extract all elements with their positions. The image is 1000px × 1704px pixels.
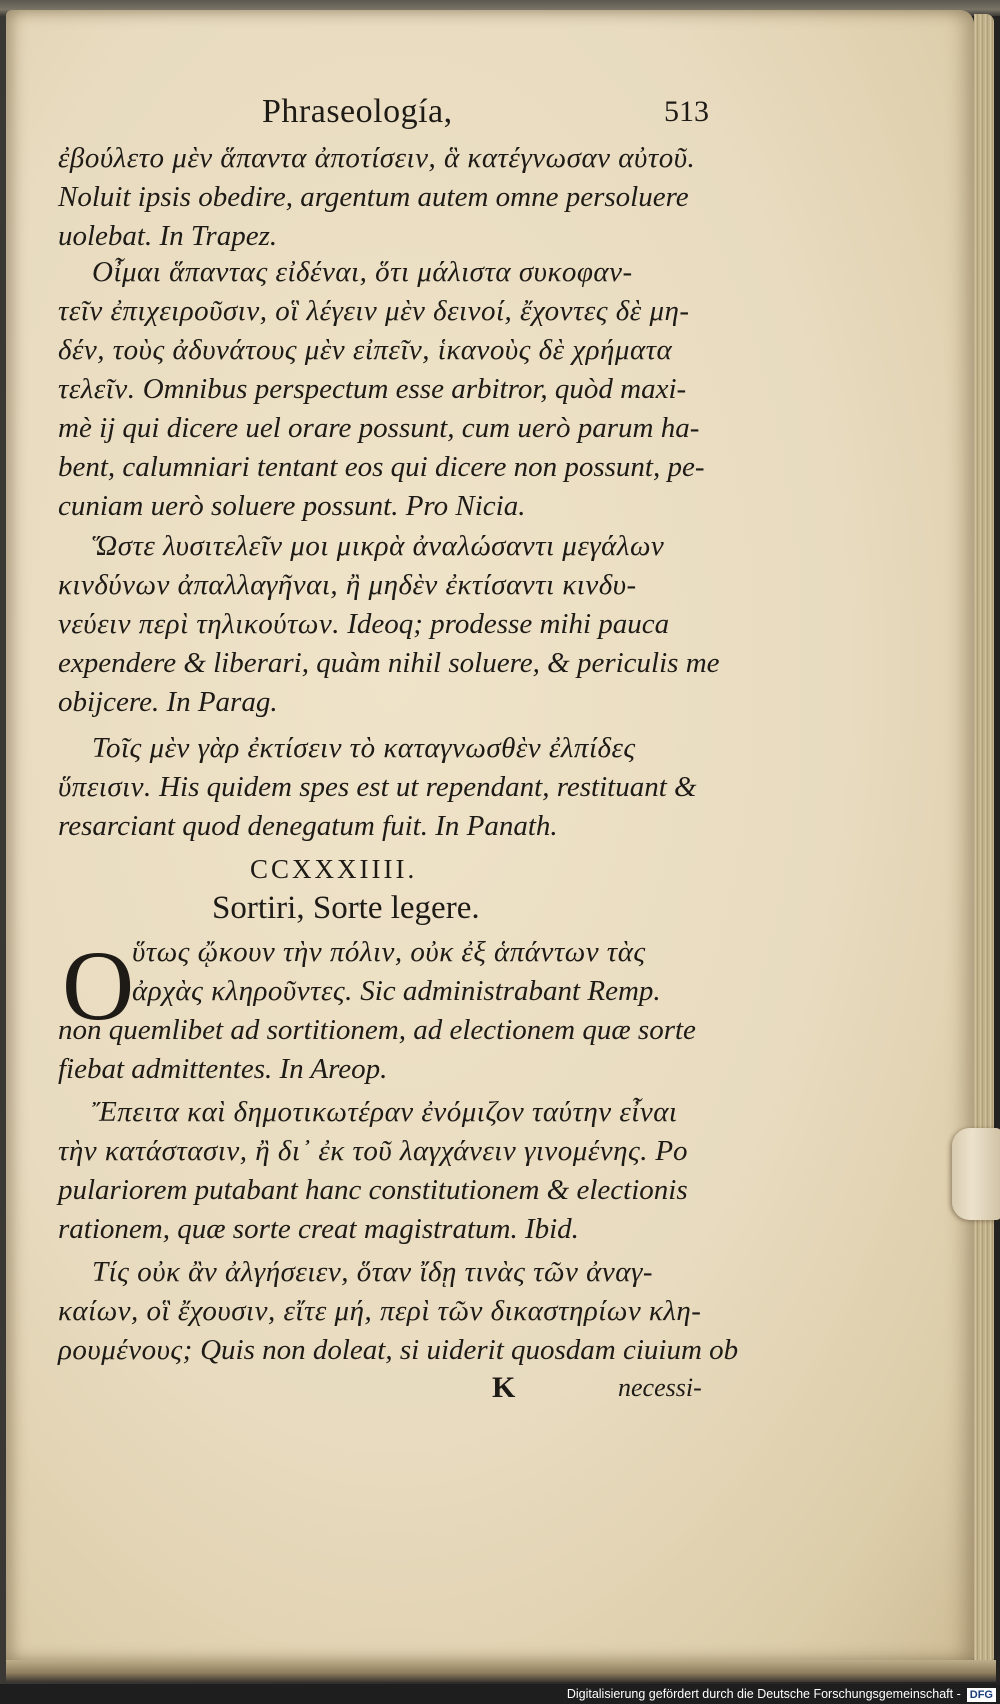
text-line [58,1332,738,1368]
bookmark-tab [952,1128,1000,1220]
footer-text: Digitalisierung gefördert durch die Deutsche Forschungsgemeinschaft - [566,1687,961,1701]
latin-text-line: obijcere. In Parag. [58,686,278,718]
text-line [58,371,686,407]
greek-text-line: Ἔπειτα καὶ δημοτικωτέραν ἐνόμιζον ταύτην εἶναι [92,1096,678,1128]
latin-text: Ideoq; prodesse mihi pauca [340,608,670,640]
greek-text-line: καίων, οἳ ἔχουσιν, εἴτε μή, περὶ τῶν δικαστηρίων κλη- [58,1295,702,1327]
dfg-logo: DFG [967,1688,996,1702]
latin-text: Omnibus perspectum esse arbitror, quòd maxi- [135,373,687,405]
greek-text-line: δέν, τοὺς ἀδυνάτους μὲν εἰπεῖν, ἱκανοὺς δὲ χρήματα [58,334,673,366]
latin-text-line: fiebat admittentes. In Areop. [58,1053,388,1085]
latin-text-line: resarciant quod denegatum fuit. In Panath. [58,810,558,842]
section-number: CCXXXIIII. [250,854,418,884]
latin-text-line: mè ij qui dicere uel orare possunt, cum uerò parum ha- [58,412,700,444]
latin-text-line: expendere & liberari, quàm nihil soluere, & periculis me [58,647,720,679]
text-line [132,973,661,1009]
latin-text-line: uolebat. In Trapez. [58,220,278,252]
latin-text-line: cuniam uerò soluere possunt. Pro Nicia. [58,490,526,522]
latin-text: His quidem spes est ut rependant, restituant & [151,771,697,803]
latin-text: Po [648,1135,688,1167]
digitization-footer [0,1684,1000,1704]
text-line [58,769,697,805]
greek-text-line: Οἶμαι ἅπαντας εἰδέναι, ὅτι μάλιστα συκοφαν- [92,256,633,288]
greek-text-line: κινδύνων ἀπαλλαγῆναι, ἢ μηδὲν ἐκτίσαντι κινδυ- [58,569,637,601]
greek-text: τὴν κατάστασιν, ἢ δι᾽ ἐκ τοῦ λαγχάνειν γινομένης. [58,1135,649,1167]
latin-text: Sic administrabant Remp. [352,975,661,1007]
book-bottom-edge [6,1660,996,1682]
greek-text: ρουμένους; [58,1334,193,1366]
greek-text: ὕπεισιν. [58,771,152,803]
latin-text-line: non quemlibet ad sortitionem, ad electionem quæ sorte [58,1014,696,1046]
greek-text-line: Τοῖς μὲν γὰρ ἐκτίσειν τὸ καταγνωσθὲν ἐλπίδες [92,732,636,764]
page-stack-edge [974,14,994,1664]
latin-text: Quis non doleat, si uiderit quosdam ciuium ob [192,1334,739,1366]
catchword: necessi- [618,1373,702,1402]
signature-mark: K [492,1371,516,1404]
greek-text: νεύειν περὶ τηλικούτων. [58,608,340,640]
text-line [58,606,669,642]
running-head: Phraseología, [262,93,453,130]
greek-text-line: Ὥστε λυσιτελεῖν μοι μικρὰ ἀναλώσαντι μεγάλων [92,530,665,562]
greek-text-line: ἐβούλετο μὲν ἅπαντα ἀποτίσειν, ἃ κατέγνωσαν αὐτοῦ. [58,142,696,174]
latin-text-line: rationem, quæ sorte creat magistratum. Ibid. [58,1213,579,1245]
greek-text: τελεῖν. [58,373,136,405]
greek-text-line: ὕτως ᾤκουν τὴν πόλιν, οὐκ ἐξ ἁπάντων τὰς [132,936,646,968]
drop-capital: O [62,930,135,1041]
text-line [58,1133,688,1169]
greek-text: ἀρχὰς κληροῦντες. [132,975,353,1007]
greek-text-line: Τίς οὐκ ἂν ἀλγήσειεν, ὅταν ἴδῃ τινὰς τῶν ἀναγ- [92,1256,654,1288]
greek-text-line: τεῖν ἐπιχειροῦσιν, οἳ λέγειν μὲν δεινοί, ἔχοντες δὲ μη- [58,295,690,327]
latin-text-line: bent, calumniari tentant eos qui dicere non possunt, pe- [58,451,705,483]
latin-text-line: Noluit ipsis obedire, argentum autem omne persoluere [58,181,689,213]
page-number: 513 [664,95,709,128]
latin-text-line: pulariorem putabant hanc constitutionem & electionis [58,1174,688,1206]
section-title: Sortiri, Sorte legere. [212,890,480,926]
